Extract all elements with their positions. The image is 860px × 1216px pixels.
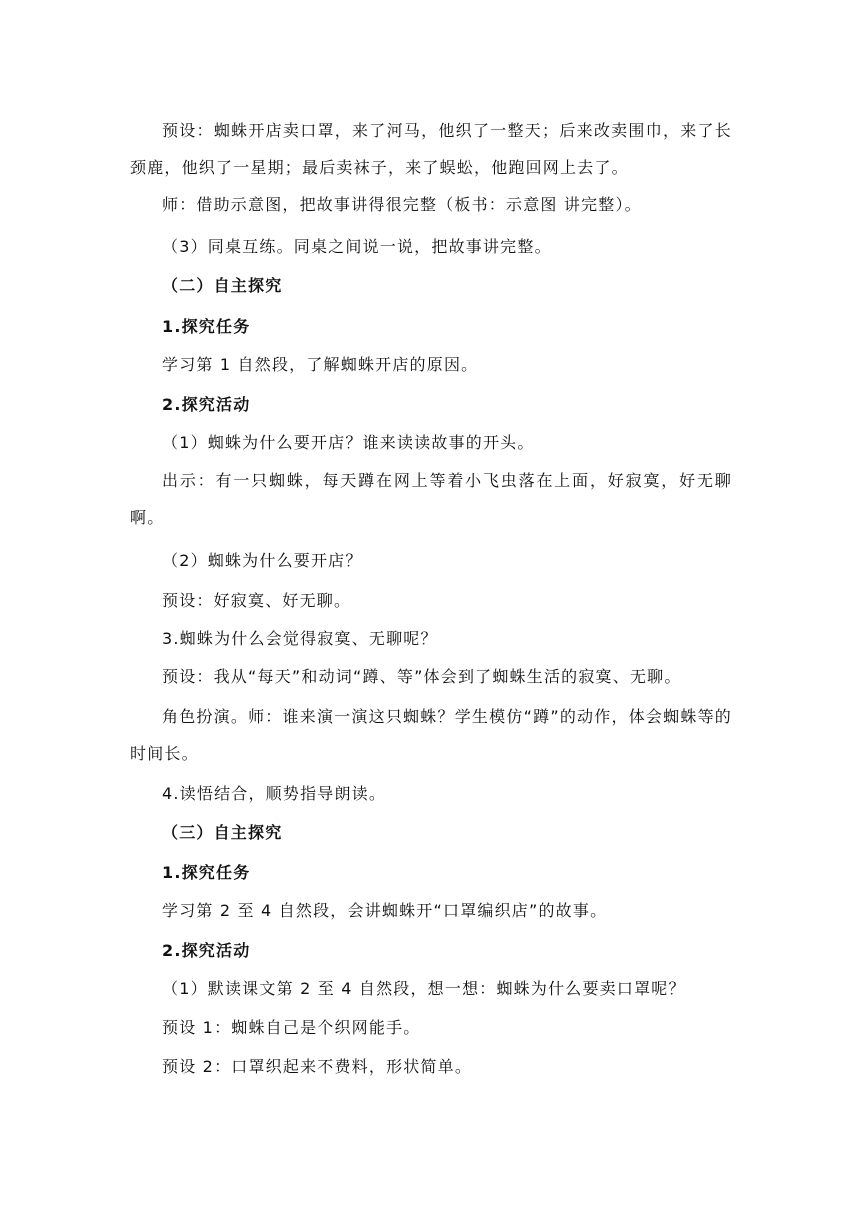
heading-inquiry-activity-1: 2.探究活动	[162, 395, 251, 414]
paragraph-preset-lonely: 预设：好寂寞、好无聊。	[162, 591, 352, 610]
paragraph-question-why-open-shop: （1）蜘蛛为什么要开店？谁来读读故事的开头。	[162, 433, 535, 452]
paragraph-question-why-lonely: 3.蜘蛛为什么会觉得寂寞、无聊呢？	[162, 629, 438, 648]
heading-inquiry-activity-2: 2.探究活动	[162, 941, 251, 960]
paragraph-role-play: 角色扮演。师：谁来演一演这只蜘蛛？学生模仿“蹲”的动作，体会蜘蛛等的时间长。	[130, 707, 732, 763]
paragraph-question-why-open-shop-2: （2）蜘蛛为什么要开店？	[162, 551, 363, 570]
heading-inquiry-task-2: 1.探究任务	[162, 863, 251, 882]
paragraph-task-para-1: 学习第 1 自然段，了解蜘蛛开店的原因。	[162, 355, 479, 374]
paragraph-preset-verbs: 预设：我从“每天”和动词“蹲、等”体会到了蜘蛛生活的寂寞、无聊。	[162, 667, 682, 686]
paragraph-preset-story-summary: 预设：蜘蛛开店卖口罩，来了河马，他织了一整天；后来改卖围巾，来了长颈鹿，他织了一星期；最后卖袜子，来了蜈蚣，他跑回网上去了。	[130, 121, 732, 177]
paragraph-preset-2: 预设 2：口罩织起来不费料，形状简单。	[162, 1057, 473, 1076]
paragraph-desk-practice: （3）同桌互练。同桌之间说一说，把故事讲完整。	[162, 237, 552, 256]
paragraph-preset-1: 预设 1：蜘蛛自己是个织网能手。	[162, 1018, 421, 1037]
heading-self-inquiry-2: （二）自主探究	[162, 276, 283, 295]
paragraph-teacher-summary: 师：借助示意图，把故事讲得很完整（板书：示意图 讲完整）。	[162, 195, 642, 214]
heading-self-inquiry-3: （三）自主探究	[162, 823, 283, 842]
heading-inquiry-task-1: 1.探究任务	[162, 317, 251, 336]
paragraph-silent-reading-question: （1）默读课文第 2 至 4 自然段，想一想：蜘蛛为什么要卖口罩呢？	[162, 979, 686, 998]
paragraph-read-aloud-guidance: 4.读悟结合，顺势指导朗读。	[162, 784, 387, 803]
paragraph-task-para-2-4: 学习第 2 至 4 自然段，会讲蜘蛛开“口罩编织店”的故事。	[162, 901, 608, 920]
paragraph-show-story-opening: 出示：有一只蜘蛛，每天蹲在网上等着小飞虫落在上面，好寂寞，好无聊啊。	[130, 471, 732, 527]
